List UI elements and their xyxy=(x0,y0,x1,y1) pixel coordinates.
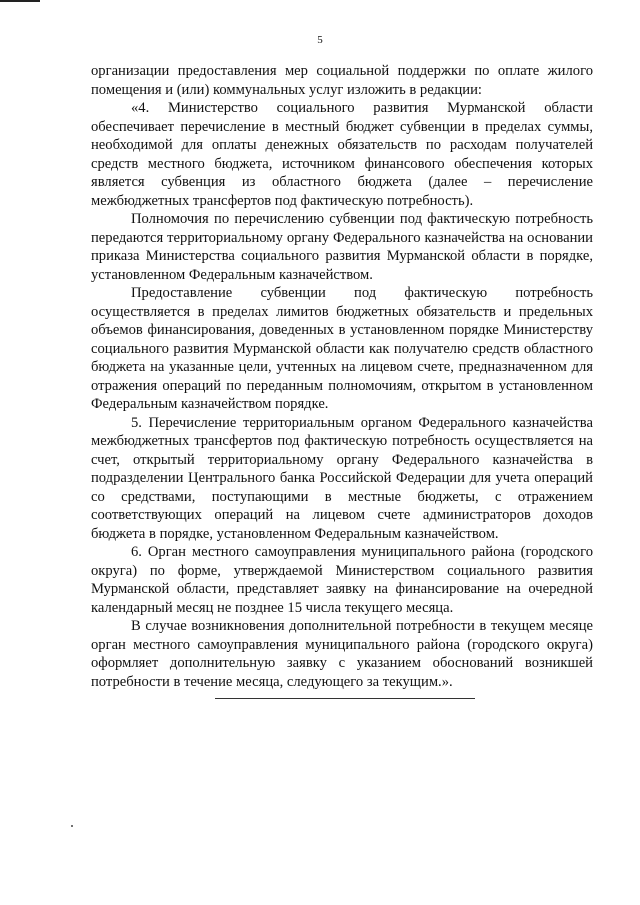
scan-dot xyxy=(71,825,73,827)
paragraph-powers-transfer: Полномочия по перечислению субвенции под фактическую потребность передаются территориальному органу Федерального казначейства на основании приказа Министерства социального развития Мурманской области в порядке, установленном Федеральным казначейством. xyxy=(91,211,593,283)
paragraph-item-4: «4. Министерство социального развития Мурманской области обеспечивает перечисление в местный бюджет субвенции в пределах суммы, необходимой для оплаты денежных обязательств по расходам получателей средств местного бюджета, источником финансового обеспечения которых является субвенция из областного бюджета (далее – перечисление межбюджетных трансфертов под фактическую потребность). xyxy=(91,100,593,209)
document-body xyxy=(91,62,593,691)
paragraph-item-6: 6. Орган местного самоуправления муниципального района (городского округа) по форме, утверждаемой Министерством социального развития Мурманской области, представляет заявку на финансирование на очередной календарный месяц не позднее 15 числа текущего месяца. xyxy=(91,544,593,616)
paragraph-additional-request: В случае возникновения дополнительной потребности в текущем месяце орган местного самоуправления муниципального района (городского округа) оформляет дополнительную заявку с указанием обоснований возникшей потребности в течение месяца, следующего за текущим.». xyxy=(91,618,593,690)
end-separator-line xyxy=(215,698,475,699)
page-number: 5 xyxy=(317,34,323,46)
page-edge-mark xyxy=(0,0,40,2)
paragraph-item-5: 5. Перечисление территориальным органом Федерального казначейства межбюджетных трансфертов под фактическую потребность осуществляется на счет, открытый территориальному органу Федерального казначейства в подразделении Центрального банка Российской Федерации для учета операций со средствами, поступающими в местные бюджеты, с отражением соответствующих операций на лицевом счете администраторов доходов бюджета в порядке, установленном Федеральным казначейством. xyxy=(91,414,593,542)
paragraph-continuation: организации предоставления мер социальной поддержки по оплате жилого помещения и (или) коммунальных услуг изложить в редакции: xyxy=(91,63,593,98)
paragraph-subvention-provision: Предоставление субвенции под фактическую потребность осуществляется в пределах лимитов бюджетных обязательств и предельных объемов финансирования, доведенных в установленном порядке Министерству социального развития Мурманской области как получателю средств областного бюджета на указанные цели, учтенных на лицевом счете, предназначенном для отражения операций по переданным полномочиям, открытом в установленном Федеральным казначейством порядке. xyxy=(91,285,593,412)
